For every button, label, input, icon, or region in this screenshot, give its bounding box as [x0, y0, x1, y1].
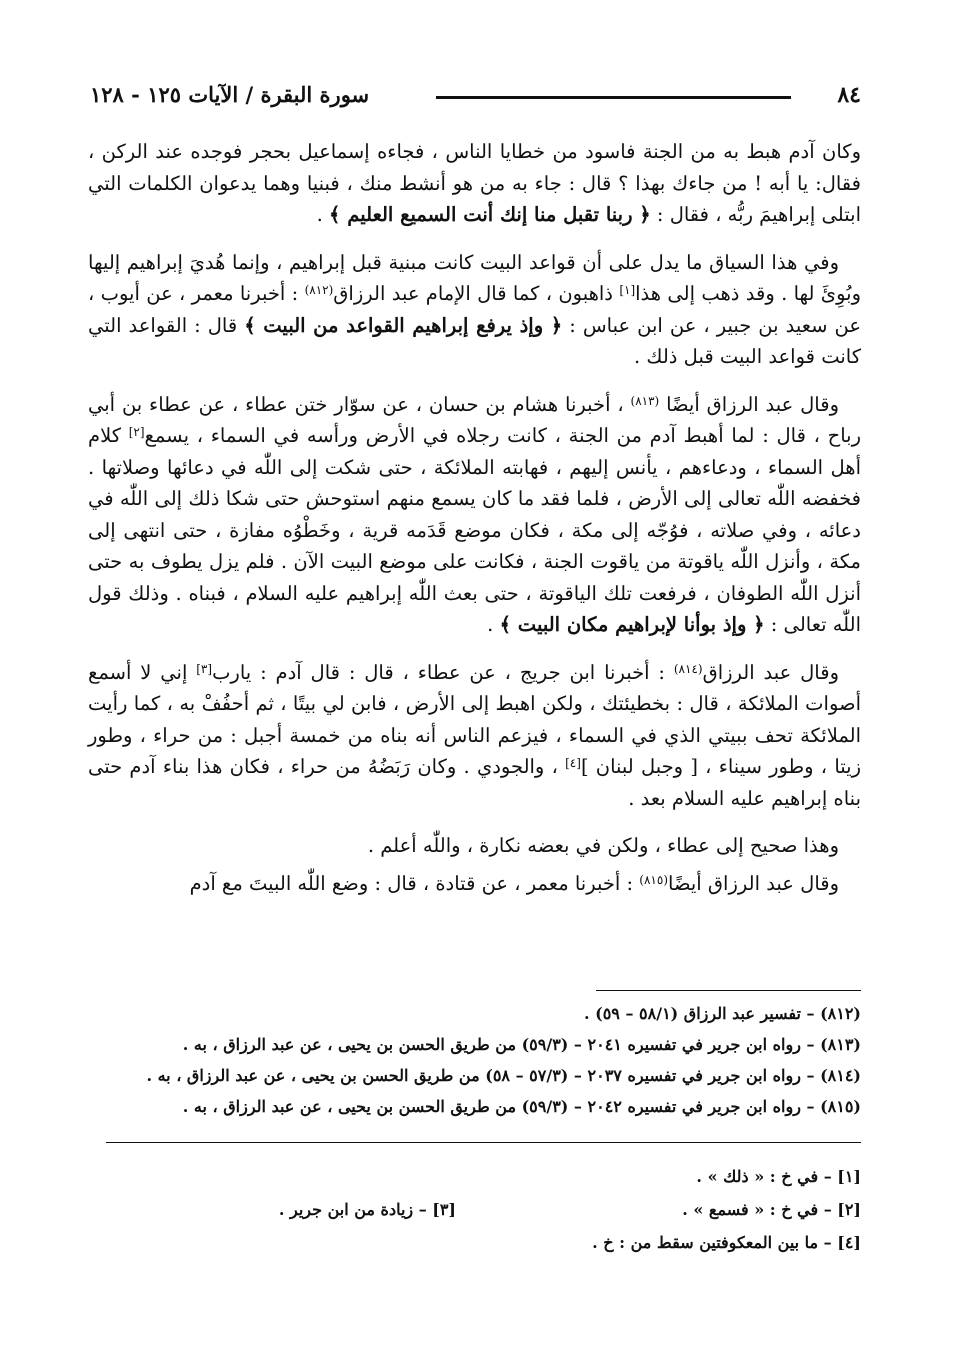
quran-verse: ﴿ ربنا تقبل منا إنك أنت السميع العليم ﴾: [329, 203, 651, 226]
page-header: [90, 82, 861, 112]
footnote: (٨١٢) – تفسير عبد الرزاق (٥٨/١ – ٥٩) .: [583, 1004, 861, 1023]
note: [٣] – زيادة من ابن جرير .: [278, 1200, 456, 1219]
note: [١] – في خ : « ذلك » .: [696, 1167, 861, 1186]
notes-row: [88, 1226, 861, 1259]
note-ref[interactable]: [٣]: [196, 661, 213, 676]
note-ref[interactable]: [٤]: [565, 756, 581, 770]
footnote: (٨١٣) – رواه ابن جرير في تفسيره ٢٠٤١ – (٥٩/٣) من طريق الحسن بن يحيى ، عن عبد الرزاق ، به .: [182, 1035, 861, 1054]
footnote-ref[interactable]: (٨١٢): [304, 283, 334, 297]
main-text: [88, 136, 861, 915]
note-ref[interactable]: [١]: [619, 283, 636, 297]
quran-verse: ﴿ وإذ بوأنا لإبراهيم مكان البيت ﴾: [499, 613, 765, 636]
footnote-ref[interactable]: (٨١٥): [639, 872, 669, 887]
footnote-ref[interactable]: (٨١٣): [630, 393, 660, 408]
footnote: (٨١٥) – رواه ابن جرير في تفسيره ٢٠٤٢ – (٥٩/٣) من طريق الحسن بن يحيى ، عن عبد الرزاق ، به .: [182, 1097, 861, 1116]
page-number: ٨٤: [837, 82, 861, 108]
quran-verse: ﴿ وإذ يرفع إبراهيم القواعد من البيت ﴾: [244, 313, 563, 337]
paragraph: وقال عبد الرزاق أيضًا$^{(٨١٥)}$ : أخبرنا معمر ، عن قتادة ، قال : وضع اللّٰه البيتَ مع آدم: [189, 871, 839, 895]
footnote-divider: [596, 990, 861, 991]
editorial-notes: [88, 1160, 861, 1259]
paragraph: وقال عبد الرزاق$^{(٨١٤)}$ : أخبرنا ابن جريج ، عن عطاء ، قال : قال آدم : يارب[٣] إني لا أسمع أصوات الملائكة ، قال : بخطيئتك ، ولكن اهبط إلى الأرض ، فابن لي بيتًا ، ثم أحفُفْ به ، كما رأيت الملائكة تحف ببيتي الذي في السماء ، فيزعم الناس أنه بناه من خمسة أجبل : من حراء ، وطور زيتا ، وطور سيناء ، [ وجبل لبنان ][٤] ، والجودي . وكان رَبَضُهُ من حراء ، فكان هذا بناء آدم حتى بناه إبراهيم عليه السلام بعد .: [88, 660, 861, 810]
paragraph: وهذا صحيح إلى عطاء ، ولكن في بعضه نكارة ، واللّٰه أعلم .: [367, 834, 839, 857]
header-rule: [436, 96, 791, 99]
notes-row: [88, 1160, 861, 1193]
paragraph: وفي هذا السياق ما يدل على أن قواعد البيت كانت مبنية قبل إبراهيم ، وإنما هُديَ إبراهيم إليها وبُوِئَ لها . وقد ذهب إلى هذا[١] ذاهبون ، كما قال الإمام عبد الرزاق$^{(٨١٢)}$ : أخبرنا معمر ، عن أيوب ، عن سعيد بن جبير ، عن ابن عباس : ﴿ وإذ يرفع إبراهيم القواعد من البيت ﴾ قال : القواعد التي كانت قواعد البيت قبل ذلك .: [88, 250, 861, 368]
footnote-ref[interactable]: (٨١٤): [673, 661, 703, 676]
notes-divider: [106, 1142, 861, 1143]
note-ref[interactable]: [٢]: [128, 425, 145, 439]
paragraph: وكان آدم هبط به من الجنة فاسود من خطايا الناس ، فجاءه إسماعيل بحجر فوجده عند الركن ، فقال: يا أبه ! من جاءك بهذا ؟ قال : جاء به من هو أنشط منك ، فبنيا وهما يدعوان الكلمات التي ابتلى إبراهيمَ ربُّه ، فقال : ﴿ ربنا تقبل منا إنك أنت السميع العليم ﴾ .: [88, 140, 861, 226]
footnote: (٨١٤) – رواه ابن جرير في تفسيره ٢٠٣٧ – (٥٧/٣ – ٥٨) من طريق الحسن بن يحيى ، عن عبد الرزاق ، به .: [146, 1066, 861, 1085]
footnotes: [88, 998, 861, 1122]
note: [٤] – ما بين المعكوفتين سقط من : خ .: [592, 1233, 861, 1252]
running-title: سورة البقرة / الآيات ١٢٥ - ١٢٨: [90, 82, 370, 107]
note: [٢] – في خ : « فسمع » .: [682, 1200, 861, 1219]
paragraph: وقال عبد الرزاق أيضًا $^{(٨١٣)}$ ، أخبرنا هشام بن حسان ، عن سوّار ختن عطاء ، عن عطاء بن أبي رباح ، قال : لما أهبط آدم من الجنة ، كانت رجلاه في الأرض ورأسه في السماء ، يسمع[٢] كلام أهل السماء ، ودعاءهم ، يأنس إليهم ، فهابته الملائكة ، حتى شكت إلى اللّٰه في دعائها وصلاتها . فخفضه اللّٰه تعالى إلى الأرض ، فلما فقد ما كان يسمع منهم استوحش حتى شكا ذلك إلى اللّٰه في دعائه ، وفي صلاته ، فوُجّه إلى مكة ، فكان موضع قَدَمه قرية ، وخَطْوُه مفازة ، حتى انتهى إلى مكة ، وأنزل اللّٰه ياقوتة من ياقوت الجنة ، فكانت على موضع البيت الآن . فلم يزل يطوف به حتى أنزل اللّٰه الطوفان ، فرفعت تلك الياقوتة ، حتى بعث اللّٰه إبراهيم عليه السلام ، فبناه . وذلك قول اللّٰه تعالى : ﴿ وإذ بوأنا لإبراهيم مكان البيت ﴾ .: [88, 392, 861, 636]
notes-row: [88, 1193, 861, 1226]
